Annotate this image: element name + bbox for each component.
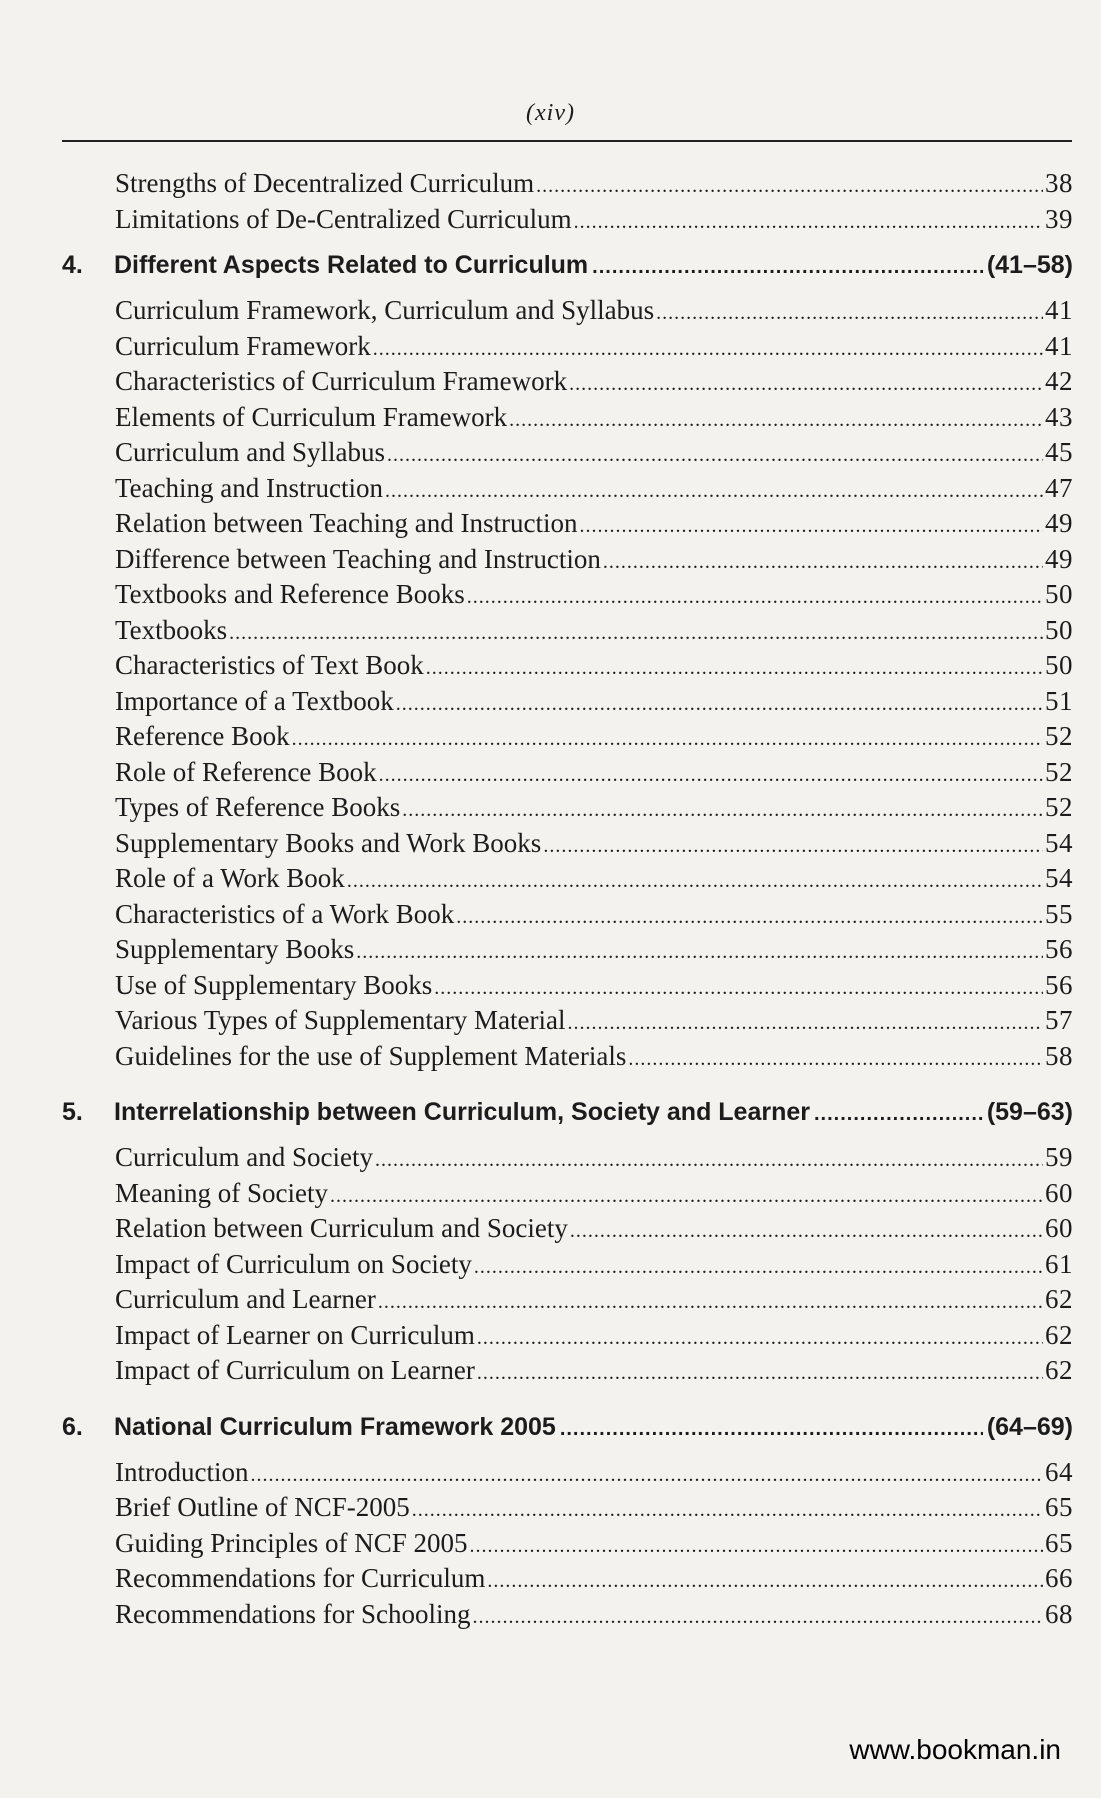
leader-dots [412,1493,1043,1529]
leader-dots [568,1006,1043,1042]
toc-entry[interactable] [0,202,1101,238]
leader-dots [402,793,1043,829]
toc-entry[interactable] [0,166,1101,202]
leader-dots [579,509,1043,545]
toc-entry[interactable] [0,613,1101,649]
toc-entry[interactable] [0,648,1101,684]
toc-entry-title: Supplementary Books and Work Books [115,827,542,858]
toc-entry[interactable] [0,861,1101,897]
toc-entry-title: Characteristics of Curriculum Framework [115,366,568,396]
toc-entry[interactable] [0,1561,1101,1597]
leader-dots [426,651,1043,687]
leader-dots [292,722,1043,758]
leader-dots [375,1143,1043,1179]
toc-entry-page: 56 [1045,969,1073,1000]
header-rule [62,140,1072,142]
toc-entry-page: 55 [1045,898,1073,929]
toc-entry-title: Elements of Curriculum Framework [115,401,508,432]
toc-entry-page: 47 [1045,472,1073,503]
toc-entry-title: Reference Book [115,721,290,751]
table-of-contents [0,166,1101,1632]
toc-entry-page: 62 [1045,1319,1073,1350]
toc-entry[interactable] [0,1140,1101,1176]
leader-dots [474,1250,1043,1286]
toc-entry[interactable] [0,897,1101,933]
leader-dots [472,1600,1043,1636]
toc-entry-page: 42 [1045,366,1073,396]
toc-entry-title: Recommendations for Curriculum [115,1563,486,1593]
leader-dots [509,403,1043,439]
toc-entry-page: 56 [1045,934,1073,964]
toc-entry-title: Various Types of Supplementary Material [115,1005,566,1035]
toc-entry-page: 49 [1045,508,1073,538]
chapter-title: National Curriculum Framework 2005 [114,1412,556,1441]
toc-entry-page: 52 [1045,721,1073,751]
toc-entry[interactable] [0,329,1101,365]
leader-dots [560,1401,983,1457]
toc-entry-page: 60 [1045,1213,1073,1243]
leader-dots [603,545,1043,581]
chapter-title: Interrelationship between Curriculum, Society and Learner [114,1098,810,1126]
leader-dots [467,580,1043,616]
toc-entry-title: Guidelines for the use of Supplement Materials [115,1040,627,1071]
toc-entry-title: Textbooks [115,614,228,645]
toc-entry[interactable] [0,293,1101,329]
leader-dots [814,1086,983,1142]
toc-entry-page: 58 [1045,1040,1073,1071]
toc-entry-page: 51 [1045,685,1073,716]
page-number: (xiv) [526,100,575,126]
toc-entry-title: Recommendations for Schooling [115,1598,471,1629]
toc-entry-title: Relation between Teaching and Instruction [115,508,578,538]
toc-entry-title: Guiding Principles of NCF 2005 [115,1527,468,1558]
toc-entry-title: Curriculum and Learner [115,1284,376,1314]
toc-entry[interactable] [0,1318,1101,1354]
toc-entry[interactable] [0,1526,1101,1562]
toc-entry-page: 57 [1045,1005,1073,1035]
leader-dots [250,1458,1043,1494]
toc-entry-title: Meaning of Society [115,1177,328,1208]
leader-dots [628,1042,1043,1078]
toc-entry-title: Role of a Work Book [115,863,345,893]
leader-dots [574,205,1043,241]
toc-entry[interactable] [0,435,1101,471]
leader-dots [378,1285,1043,1321]
toc-entry-title: Importance of a Textbook [115,685,394,716]
toc-entry-title: Curriculum Framework, Curriculum and Syllabus [115,295,655,325]
chapter-6-entries [0,1455,1101,1633]
toc-entry-title: Strengths of Decentralized Curriculum [115,168,535,198]
toc-entry[interactable] [0,471,1101,507]
toc-entry[interactable] [0,1597,1101,1633]
toc-entry[interactable] [0,1247,1101,1283]
toc-entry[interactable] [0,826,1101,862]
toc-entry[interactable] [0,684,1101,720]
toc-entry-page: 43 [1045,401,1073,432]
toc-entry-title: Relation between Curriculum and Society [115,1213,568,1243]
toc-entry[interactable] [0,1003,1101,1039]
leader-dots [569,367,1043,403]
toc-entry[interactable] [0,1455,1101,1491]
toc-entry[interactable] [0,1176,1101,1212]
toc-entry[interactable] [0,1490,1101,1526]
toc-entry[interactable] [0,506,1101,542]
chapter-number: 4. [62,251,83,279]
toc-entry-title: Use of Supplementary Books [115,969,433,1000]
chapter-page-range: (64–69) [986,1412,1073,1441]
toc-entry-page: 65 [1045,1527,1073,1558]
toc-entry-page: 50 [1045,579,1073,609]
chapter-number: 5. [62,1098,83,1126]
toc-entry-page: 62 [1045,1284,1073,1314]
toc-entry-page: 61 [1045,1248,1073,1279]
leader-dots [396,687,1043,723]
toc-entry-page: 38 [1045,168,1073,198]
toc-entry-title: Curriculum and Syllabus [115,437,385,467]
toc-entry[interactable] [0,968,1101,1004]
leader-dots [536,169,1043,205]
toc-entry-title: Impact of Curriculum on Society [115,1248,472,1279]
toc-entry[interactable] [0,364,1101,400]
leader-dots [385,474,1043,510]
toc-entry-title: Impact of Learner on Curriculum [115,1319,475,1350]
toc-entry-page: 66 [1045,1563,1073,1593]
toc-entry[interactable] [0,400,1101,436]
toc-entry[interactable] [0,755,1101,791]
toc-entry-page: 45 [1045,437,1073,467]
toc-entry-title: Curriculum Framework [115,330,371,361]
chapter-heading-6[interactable] [0,1399,1101,1455]
publisher-url: www.bookman.in [849,1734,1061,1765]
leader-dots [543,829,1043,865]
leader-dots [470,1529,1043,1565]
toc-entry[interactable] [0,1353,1101,1389]
leader-dots [356,935,1043,971]
toc-entry-page: 59 [1045,1142,1073,1172]
toc-entry[interactable] [0,1039,1101,1075]
leader-dots [570,1214,1043,1250]
toc-entry-title: Limitations of De-Centralized Curriculum [115,203,572,234]
leader-dots [656,296,1043,332]
leader-dots [434,971,1043,1007]
toc-entry[interactable] [0,719,1101,755]
toc-entry-title: Introduction [115,1456,249,1487]
toc-entry-title: Impact of Curriculum on Learner [115,1355,475,1385]
leader-dots [229,616,1043,652]
toc-entry[interactable] [0,790,1101,826]
chapter-page-range: (59–63) [986,1098,1073,1126]
toc-entry-page: 54 [1045,863,1073,893]
toc-entry-page: 39 [1045,203,1073,234]
toc-entry[interactable] [0,542,1101,578]
toc-entry-title: Difference between Teaching and Instruction [115,543,601,574]
chapter-4-entries [0,293,1101,1074]
toc-entry[interactable] [0,577,1101,613]
toc-entry[interactable] [0,1282,1101,1318]
toc-entry-page: 68 [1045,1598,1073,1629]
leader-dots [592,239,983,295]
toc-entry[interactable] [0,932,1101,968]
toc-entry-page: 49 [1045,543,1073,574]
toc-entry-title: Characteristics of a Work Book [115,898,455,929]
leader-dots [477,1356,1043,1392]
chapter-title: Different Aspects Related to Curriculum [114,251,589,279]
leader-dots [387,438,1043,474]
toc-entry-title: Teaching and Instruction [115,472,384,503]
toc-entry-page: 50 [1045,614,1073,645]
toc-entry-page: 65 [1045,1492,1073,1522]
toc-entry-title: Brief Outline of NCF-2005 [115,1492,410,1522]
toc-entry-page: 41 [1045,295,1073,325]
toc-entry[interactable] [0,1211,1101,1247]
toc-entry-title: Characteristics of Text Book [115,650,424,680]
toc-entry-title: Textbooks and Reference Books [115,579,465,609]
toc-entry-title: Role of Reference Book [115,756,377,787]
toc-entry-page: 52 [1045,792,1073,822]
chapter-page-range: (41–58) [986,251,1073,279]
toc-entry-page: 62 [1045,1355,1073,1385]
toc-entry-title: Types of Reference Books [115,792,401,822]
toc-entry-page: 52 [1045,756,1073,787]
leader-dots [347,864,1043,900]
chapter-number: 6. [62,1412,83,1441]
leader-dots [487,1564,1043,1600]
leader-dots [330,1179,1043,1215]
leader-dots [373,332,1043,368]
toc-entry-page: 41 [1045,330,1073,361]
toc-entry-title: Supplementary Books [115,934,355,964]
toc-entry-page: 60 [1045,1177,1073,1208]
toc-entry-page: 50 [1045,650,1073,680]
leader-dots [456,900,1043,936]
toc-entry-title: Curriculum and Society [115,1142,373,1172]
chapter-heading-4[interactable] [0,237,1101,293]
toc-entry-page: 54 [1045,827,1073,858]
leader-dots [379,758,1043,794]
chapter-5-entries [0,1140,1101,1389]
chapter-heading-5[interactable] [0,1084,1101,1140]
leader-dots [477,1321,1043,1357]
toc-entry-page: 64 [1045,1456,1073,1487]
